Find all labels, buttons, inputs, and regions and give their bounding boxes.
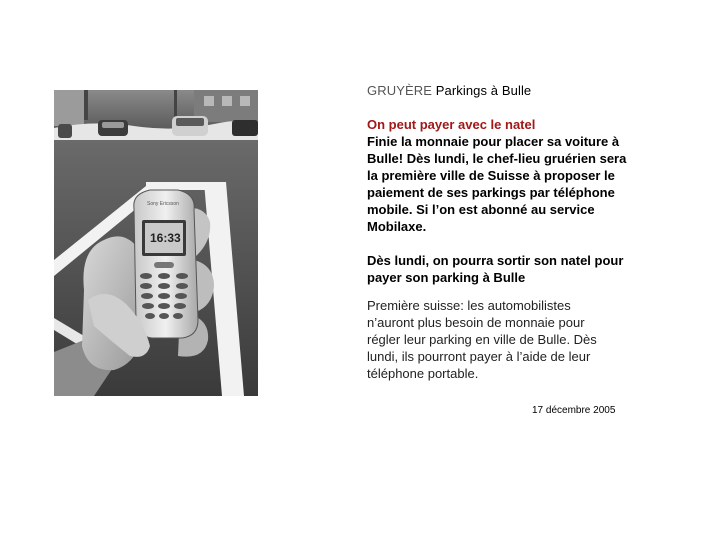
mobile-phone (134, 190, 198, 338)
parking-phone-photo (54, 90, 258, 396)
subheading: Dès lundi, on pourra sortir son natel pour payer son parking à Bulle (367, 253, 624, 285)
headline (367, 82, 637, 99)
article (367, 82, 637, 382)
publication-date: 17 décembre 2005 (532, 405, 616, 416)
lead-title: On peut payer avec le natel (367, 117, 536, 132)
phone-brand: Sony Ericsson (147, 201, 179, 207)
lead-paragraph: Finie la monnaie pour placer sa voiture à Bulle! Dès lundi, le chef-lieu gruérien sera la première ville de Suisse à proposer le paiement de ses parkings par téléphone mobile. Si l’on est abonné au service Mobilaxe. (367, 134, 627, 234)
kicker: GRUYÈRE (367, 83, 432, 98)
phone-time: 16:33 (150, 231, 181, 245)
article-title: Parkings à Bulle (435, 83, 532, 98)
article-photo (54, 90, 258, 396)
body-paragraph: Première suisse: les automobilistes n’auront plus besoin de monnaie pour régler leur parking en ville de Bulle. Dès lundi, ils pourront payer à l’aide de leur téléphone portable. (367, 298, 597, 381)
